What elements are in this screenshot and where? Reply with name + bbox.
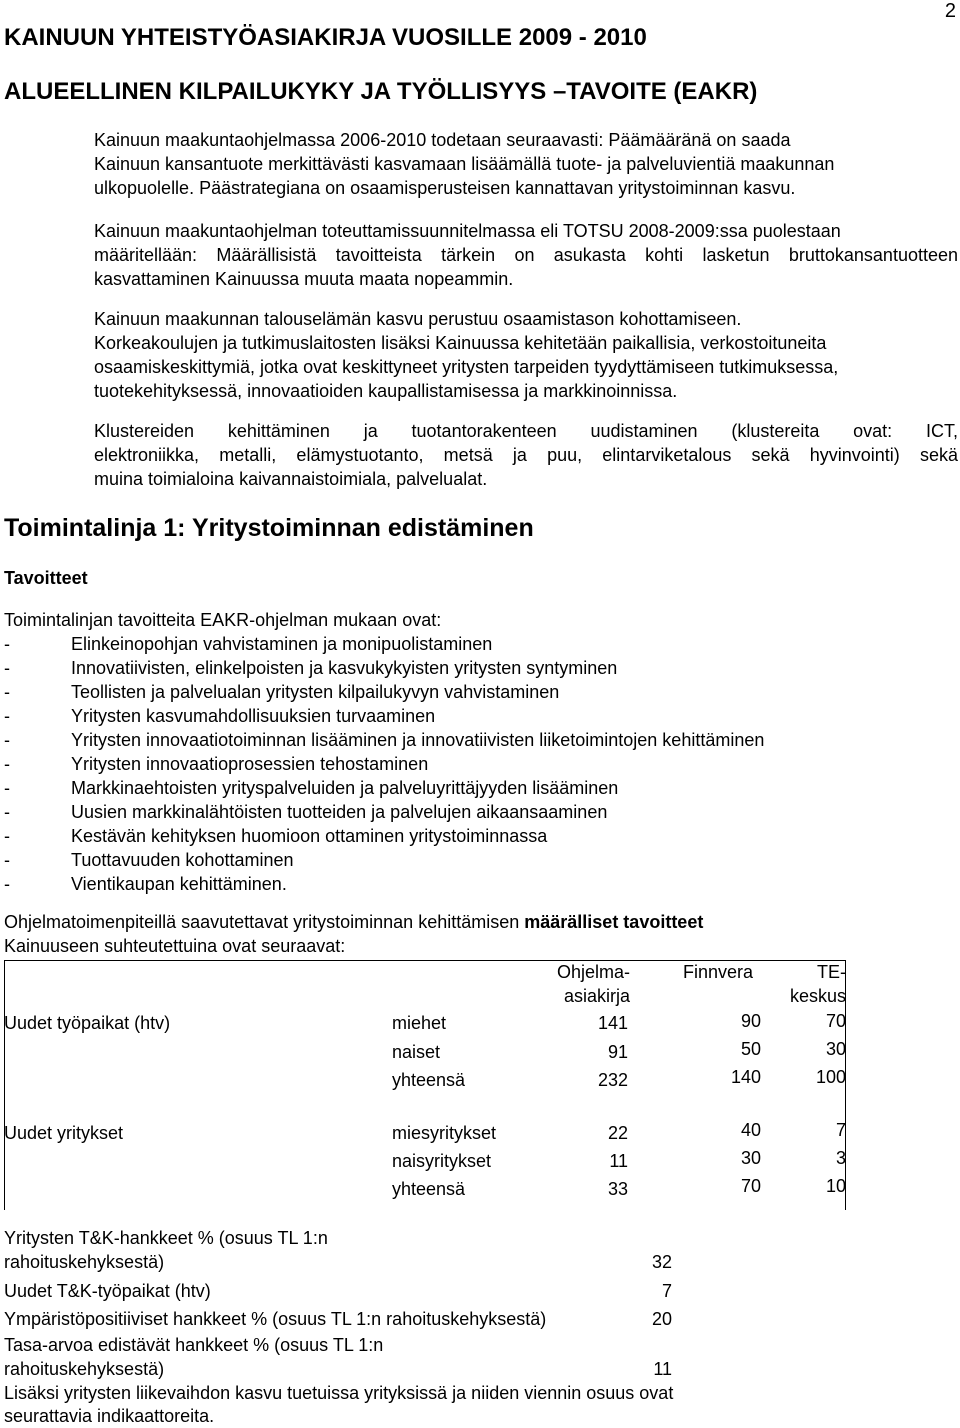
text-line: Kainuun maakuntaohjelmassa 2006-2010 todetaan seuraavasti: Päämääränä on saada xyxy=(94,130,791,150)
document-subtitle: ALUEELLINEN KILPAILUKYKY JA TYÖLLISYYS –TAVOITE (EAKR) xyxy=(4,78,758,105)
quant-intro-line2: Kainuuseen suhteutettuina ovat seuraavat: xyxy=(4,936,346,956)
cell-ohjelma: 91 xyxy=(607,1042,628,1062)
dash: - xyxy=(4,682,10,702)
targets-table xyxy=(4,960,846,1210)
indicator-value: 11 xyxy=(653,1359,672,1379)
row-sub-label: naiset xyxy=(392,1042,441,1062)
text-line: Korkeakoulujen ja tutkimuslaitosten lisäksi Kainuussa kehitetään paikallisia, verkostoituneita xyxy=(94,333,827,353)
indicator-row xyxy=(4,1279,672,1303)
list-item-label: Uusien markkinalähtöisten tuotteiden ja palvelujen aikaansaaminen xyxy=(71,802,608,822)
indicator-value: 20 xyxy=(651,1309,672,1329)
indicator-row xyxy=(4,1307,672,1331)
dash: - xyxy=(4,802,10,822)
indicator-label: Tasa-arvoa edistävät hankkeet % (osuus TL 1:n xyxy=(4,1335,384,1355)
list-item xyxy=(4,704,764,728)
list-item-label: Markkinaehtoisten yrityspalveluiden ja palveluyrittäjyyden lisääminen xyxy=(71,778,619,798)
document-title: KAINUUN YHTEISTYÖASIAKIRJA VUOSILLE 2009 - 2010 xyxy=(4,24,647,51)
intro-paragraph-3 xyxy=(94,307,958,403)
list-item-label: Yritysten kasvumahdollisuuksien turvaaminen xyxy=(71,706,436,726)
text-line: tuotekehityksessä, innovaatioiden kaupallistamisessa ja markkinoinnissa. xyxy=(94,381,678,401)
indicator-label-cont: rahoituskehyksestä) xyxy=(4,1252,165,1272)
dash: - xyxy=(4,826,10,846)
cell-ohjelma: 141 xyxy=(597,1013,628,1033)
header-line: keskus xyxy=(789,986,846,1006)
indicator-value: 7 xyxy=(661,1281,672,1301)
list-item-label: Innovatiivisten, elinkelpoisten ja kasvukykyisten yritysten syntyminen xyxy=(71,658,618,678)
text-line: Klustereiden kehittäminen ja tuotantorakenteen uudistaminen (klustereita ovat: ICT, xyxy=(94,421,958,441)
indicator-label: Uudet T&K-työpaikat (htv) xyxy=(4,1281,211,1301)
dash: - xyxy=(4,658,10,678)
text-line: ulkopuolelle. Päästrategiana on osaamisperusteisen kannattavan yritystoiminnan kasvu. xyxy=(94,178,796,198)
cell-finnvera: 90 xyxy=(740,1011,761,1031)
header-line: TE- xyxy=(817,962,846,982)
dash: - xyxy=(4,874,10,894)
indicator-row xyxy=(4,1333,672,1381)
list-item-label: Elinkeinopohjan vahvistaminen ja monipuolistaminen xyxy=(71,634,493,654)
list-item-label: Teollisten ja palvelualan yritysten kilpailukyvyn vahvistaminen xyxy=(71,682,560,702)
cell-te: 10 xyxy=(825,1176,846,1196)
quant-intro xyxy=(4,910,703,934)
list-item xyxy=(4,656,764,680)
cell-ohjelma: 232 xyxy=(597,1070,628,1090)
row-group-label: Uudet yritykset xyxy=(4,1123,124,1143)
cell-te: 7 xyxy=(835,1120,846,1140)
cell-ohjelma: 11 xyxy=(609,1151,628,1171)
indicator-label: Yritysten T&K-hankkeet % (osuus TL 1:n xyxy=(4,1228,328,1248)
cell-te: 70 xyxy=(825,1011,846,1031)
goals-list xyxy=(4,632,764,896)
text-line: osaamiskeskittymiä, jotka ovat keskittyneet yritysten tarpeiden tyydyttämiseen tutkimuksessa, xyxy=(94,357,839,377)
cell-finnvera: 40 xyxy=(740,1120,761,1140)
dash: - xyxy=(4,634,10,654)
list-item xyxy=(4,848,764,872)
page-number: 2 xyxy=(944,0,956,22)
cell-te: 100 xyxy=(815,1067,846,1087)
text-line: elektroniikka, metalli, elämystuotanto, metsä ja puu, elintarviketalous sekä hyvinvointi) sekä xyxy=(94,445,958,465)
row-group-label: Uudet työpaikat (htv) xyxy=(4,1013,171,1033)
text-line: Kainuun maakuntaohjelman toteuttamissuunnitelmassa eli TOTSU 2008-2009:ssa puolestaan xyxy=(94,221,841,241)
cell-finnvera: 30 xyxy=(740,1148,761,1168)
footer-line-2: seurattavia indikaattoreita. xyxy=(4,1406,215,1426)
header-line: Ohjelma- xyxy=(556,962,630,982)
indicator-value: 32 xyxy=(651,1252,672,1272)
list-item-label: Tuottavuuden kohottaminen xyxy=(71,850,294,870)
header-line: asiakirja xyxy=(563,986,630,1006)
column-header-ohjelma xyxy=(524,960,630,1008)
row-sub-label: miehet xyxy=(392,1013,447,1033)
text-line: muina toimialoina kaivannaistoimiala, palvelualat. xyxy=(94,469,488,489)
list-item-label: Yritysten innovaatioprosessien tehostaminen xyxy=(71,754,429,774)
dash: - xyxy=(4,706,10,726)
column-header-finnvera: Finnvera xyxy=(683,962,754,982)
indicator-label-cont: rahoituskehyksestä) xyxy=(4,1359,165,1379)
other-indicators xyxy=(4,1226,684,1378)
cell-finnvera: 50 xyxy=(740,1039,761,1059)
list-item xyxy=(4,632,764,656)
list-item xyxy=(4,872,764,896)
dash: - xyxy=(4,754,10,774)
cell-te: 30 xyxy=(825,1039,846,1059)
list-item-label: Vientikaupan kehittäminen. xyxy=(71,874,287,894)
row-sub-label: naisyritykset xyxy=(392,1151,492,1171)
cell-te: 3 xyxy=(835,1148,846,1168)
list-item xyxy=(4,776,764,800)
text-line: määritellään: Määrällisistä tavoitteista tärkein on asukasta kohti lasketun bruttokansantuotteen xyxy=(94,245,958,265)
row-sub-label: yhteensä xyxy=(392,1179,466,1199)
list-item xyxy=(4,680,764,704)
text-line: kasvattaminen Kainuussa muuta maata nopeammin. xyxy=(94,269,514,289)
table-left-border xyxy=(4,960,5,1210)
quant-intro-text: Ohjelmatoimenpiteillä saavutettavat yritystoiminnan kehittämisen xyxy=(4,912,525,932)
footer-line-1: Lisäksi yritysten liikevaihdon kasvu tuetuissa yrityksissä ja niiden viennin osuus ovat xyxy=(4,1383,674,1403)
dash: - xyxy=(4,778,10,798)
quant-intro-emphasis: määrälliset tavoitteet xyxy=(524,912,704,932)
dash: - xyxy=(4,850,10,870)
list-item xyxy=(4,800,764,824)
intro-paragraph-1 xyxy=(94,128,958,200)
column-header-te-keskus xyxy=(764,960,846,1008)
list-item xyxy=(4,752,764,776)
cell-ohjelma: 33 xyxy=(607,1179,628,1199)
list-item-label: Kestävän kehityksen huomioon ottaminen yritystoiminnassa xyxy=(71,826,548,846)
list-item xyxy=(4,824,764,848)
list-item-label: Yritysten innovaatiotoiminnan lisääminen ja innovatiivisten liiketoimintojen kehittäminen xyxy=(71,730,765,750)
cell-finnvera: 140 xyxy=(730,1067,761,1087)
intro-paragraph-4 xyxy=(94,419,958,491)
section-title: Toimintalinja 1: Yritystoiminnan edistäminen xyxy=(4,514,534,542)
row-sub-label: miesyritykset xyxy=(392,1123,497,1143)
section-subtitle: Tavoitteet xyxy=(4,568,88,588)
indicator-label: Ympäristöpositiiviset hankkeet % (osuus TL 1:n rahoituskehyksestä) xyxy=(4,1309,547,1329)
dash: - xyxy=(4,730,10,750)
text-line: Kainuun maakunnan talouselämän kasvu perustuu osaamistason kohottamiseen. xyxy=(94,309,742,329)
indicator-row xyxy=(4,1226,672,1274)
goals-lead: Toimintalinjan tavoitteita EAKR-ohjelman mukaan ovat: xyxy=(4,610,442,630)
text-line: Kainuun kansantuote merkittävästi kasvamaan lisäämällä tuote- ja palveluvientiä maakunnan xyxy=(94,154,835,174)
list-item xyxy=(4,728,764,752)
cell-finnvera: 70 xyxy=(740,1176,761,1196)
row-sub-label: yhteensä xyxy=(392,1070,466,1090)
intro-paragraph-2 xyxy=(94,219,958,291)
cell-ohjelma: 22 xyxy=(607,1123,628,1143)
